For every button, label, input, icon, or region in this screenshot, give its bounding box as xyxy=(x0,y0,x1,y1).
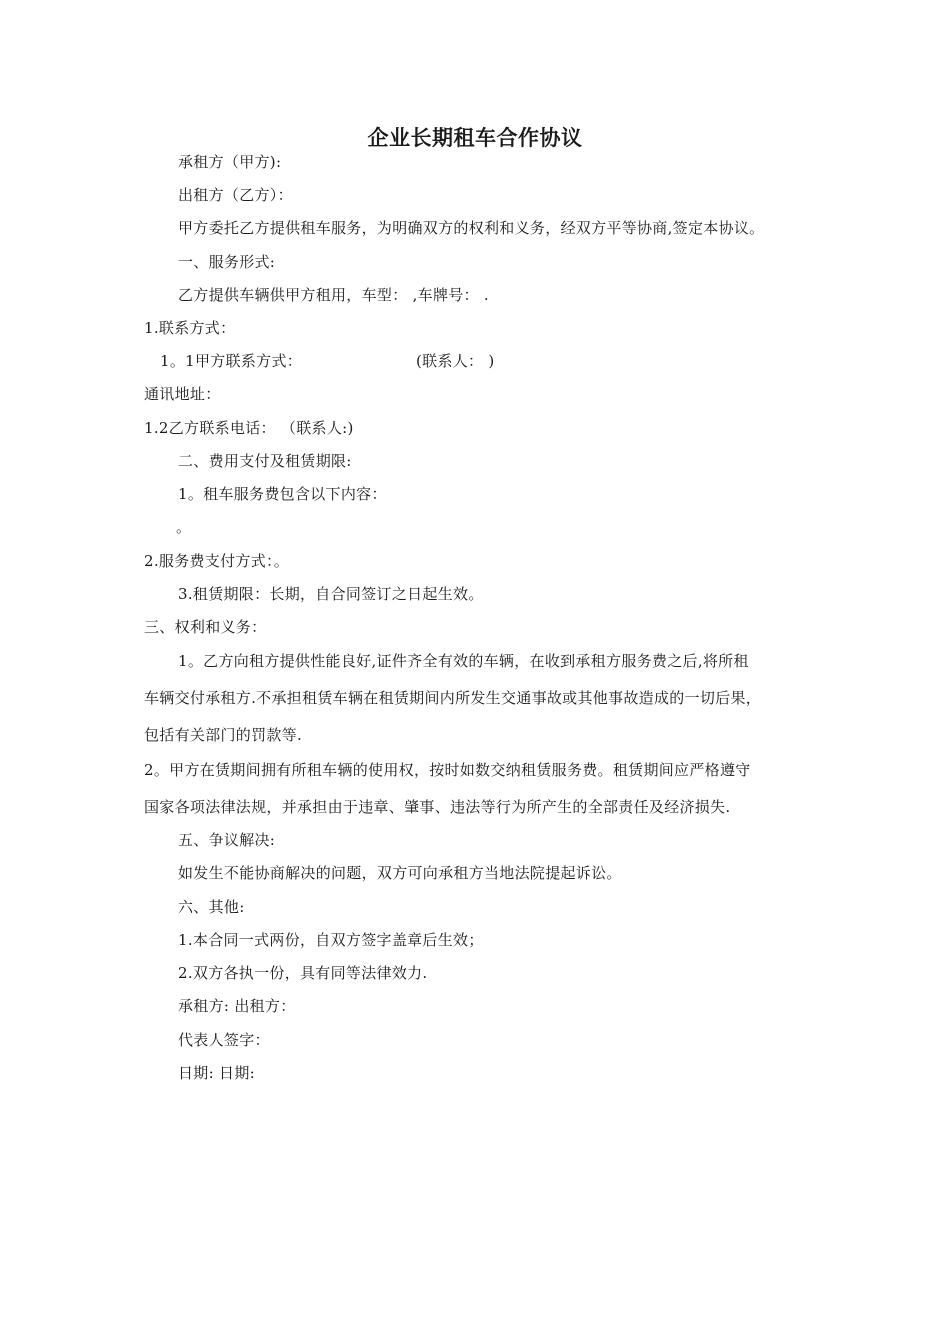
signature-parties: 承租方: 出租方： xyxy=(178,997,296,1015)
address-label: 通讯地址： xyxy=(144,385,221,403)
rights-1-line-3: 包括有关部门的罚款等. xyxy=(144,726,303,744)
signature-dates: 日期: 日期: xyxy=(178,1064,255,1082)
contact-1-1: 1。1甲方联系方式： xyxy=(160,352,303,370)
other-item-2: 2.双方各执一份，具有同等法律效力. xyxy=(178,964,428,982)
section3-heading: 三、权利和义务： xyxy=(144,618,267,636)
other-item-1: 1.本合同一式两份，自双方签字盖章后生效； xyxy=(178,931,484,949)
fee-item-1: 1。租车服务费包含以下内容： xyxy=(178,485,387,503)
contact-1-2: 1.2乙方联系电话： （联系人:) xyxy=(144,419,354,437)
fee-item-2: 2.服务费支付方式：。 xyxy=(144,552,290,570)
contact-1-1-person: (联系人： ) xyxy=(416,352,495,370)
section5-text: 如发生不能协商解决的问题，双方可向承租方当地法院提起诉讼。 xyxy=(178,864,622,882)
section2-heading: 二、费用支付及租赁期限: xyxy=(178,452,352,470)
document-title: 企业长期租车合作协议 xyxy=(367,126,583,150)
rights-1-line-2: 车辆交付承租方.不承担租赁车辆在租赁期间内所发生交通事故或其他事故造成的一切后果， xyxy=(144,689,762,707)
lessee-label: 承租方（甲方): xyxy=(178,153,282,171)
lessor-label: 出租方（乙方）： xyxy=(178,186,293,204)
intro-paragraph: 甲方委托乙方提供租车服务，为明确双方的权利和义务，经双方平等协商,签定本协议。 xyxy=(178,219,765,237)
fee-item-3: 3.租赁期限：长期，自合同签订之日起生效。 xyxy=(178,585,484,603)
section5-heading: 五、争议解决: xyxy=(178,831,276,849)
section6-heading: 六、其他: xyxy=(178,898,245,916)
section1-heading: 一、服务形式: xyxy=(178,253,276,271)
rights-1-line-1: 1。乙方向租方提供性能良好,证件齐全有效的车辆，在收到承租方服务费之后,将所租 xyxy=(178,652,749,670)
rights-2-line-2: 国家各项法律法规，并承担由于违章、肇事、违法等行为所产生的全部责任及经济损失. xyxy=(144,798,731,816)
signature-representative: 代表人签字： xyxy=(178,1031,270,1049)
section1-text: 乙方提供车辆供甲方租用，车型： ,车牌号： . xyxy=(178,286,489,304)
contact-heading: 1.联系方式： xyxy=(144,319,236,337)
fee-item-1-continued: 。 xyxy=(176,518,192,536)
rights-2-line-1: 2。甲方在赁期间拥有所租车辆的使用权，按时如数交纳租赁服务费。租赁期间应严格遵守 xyxy=(144,761,751,779)
